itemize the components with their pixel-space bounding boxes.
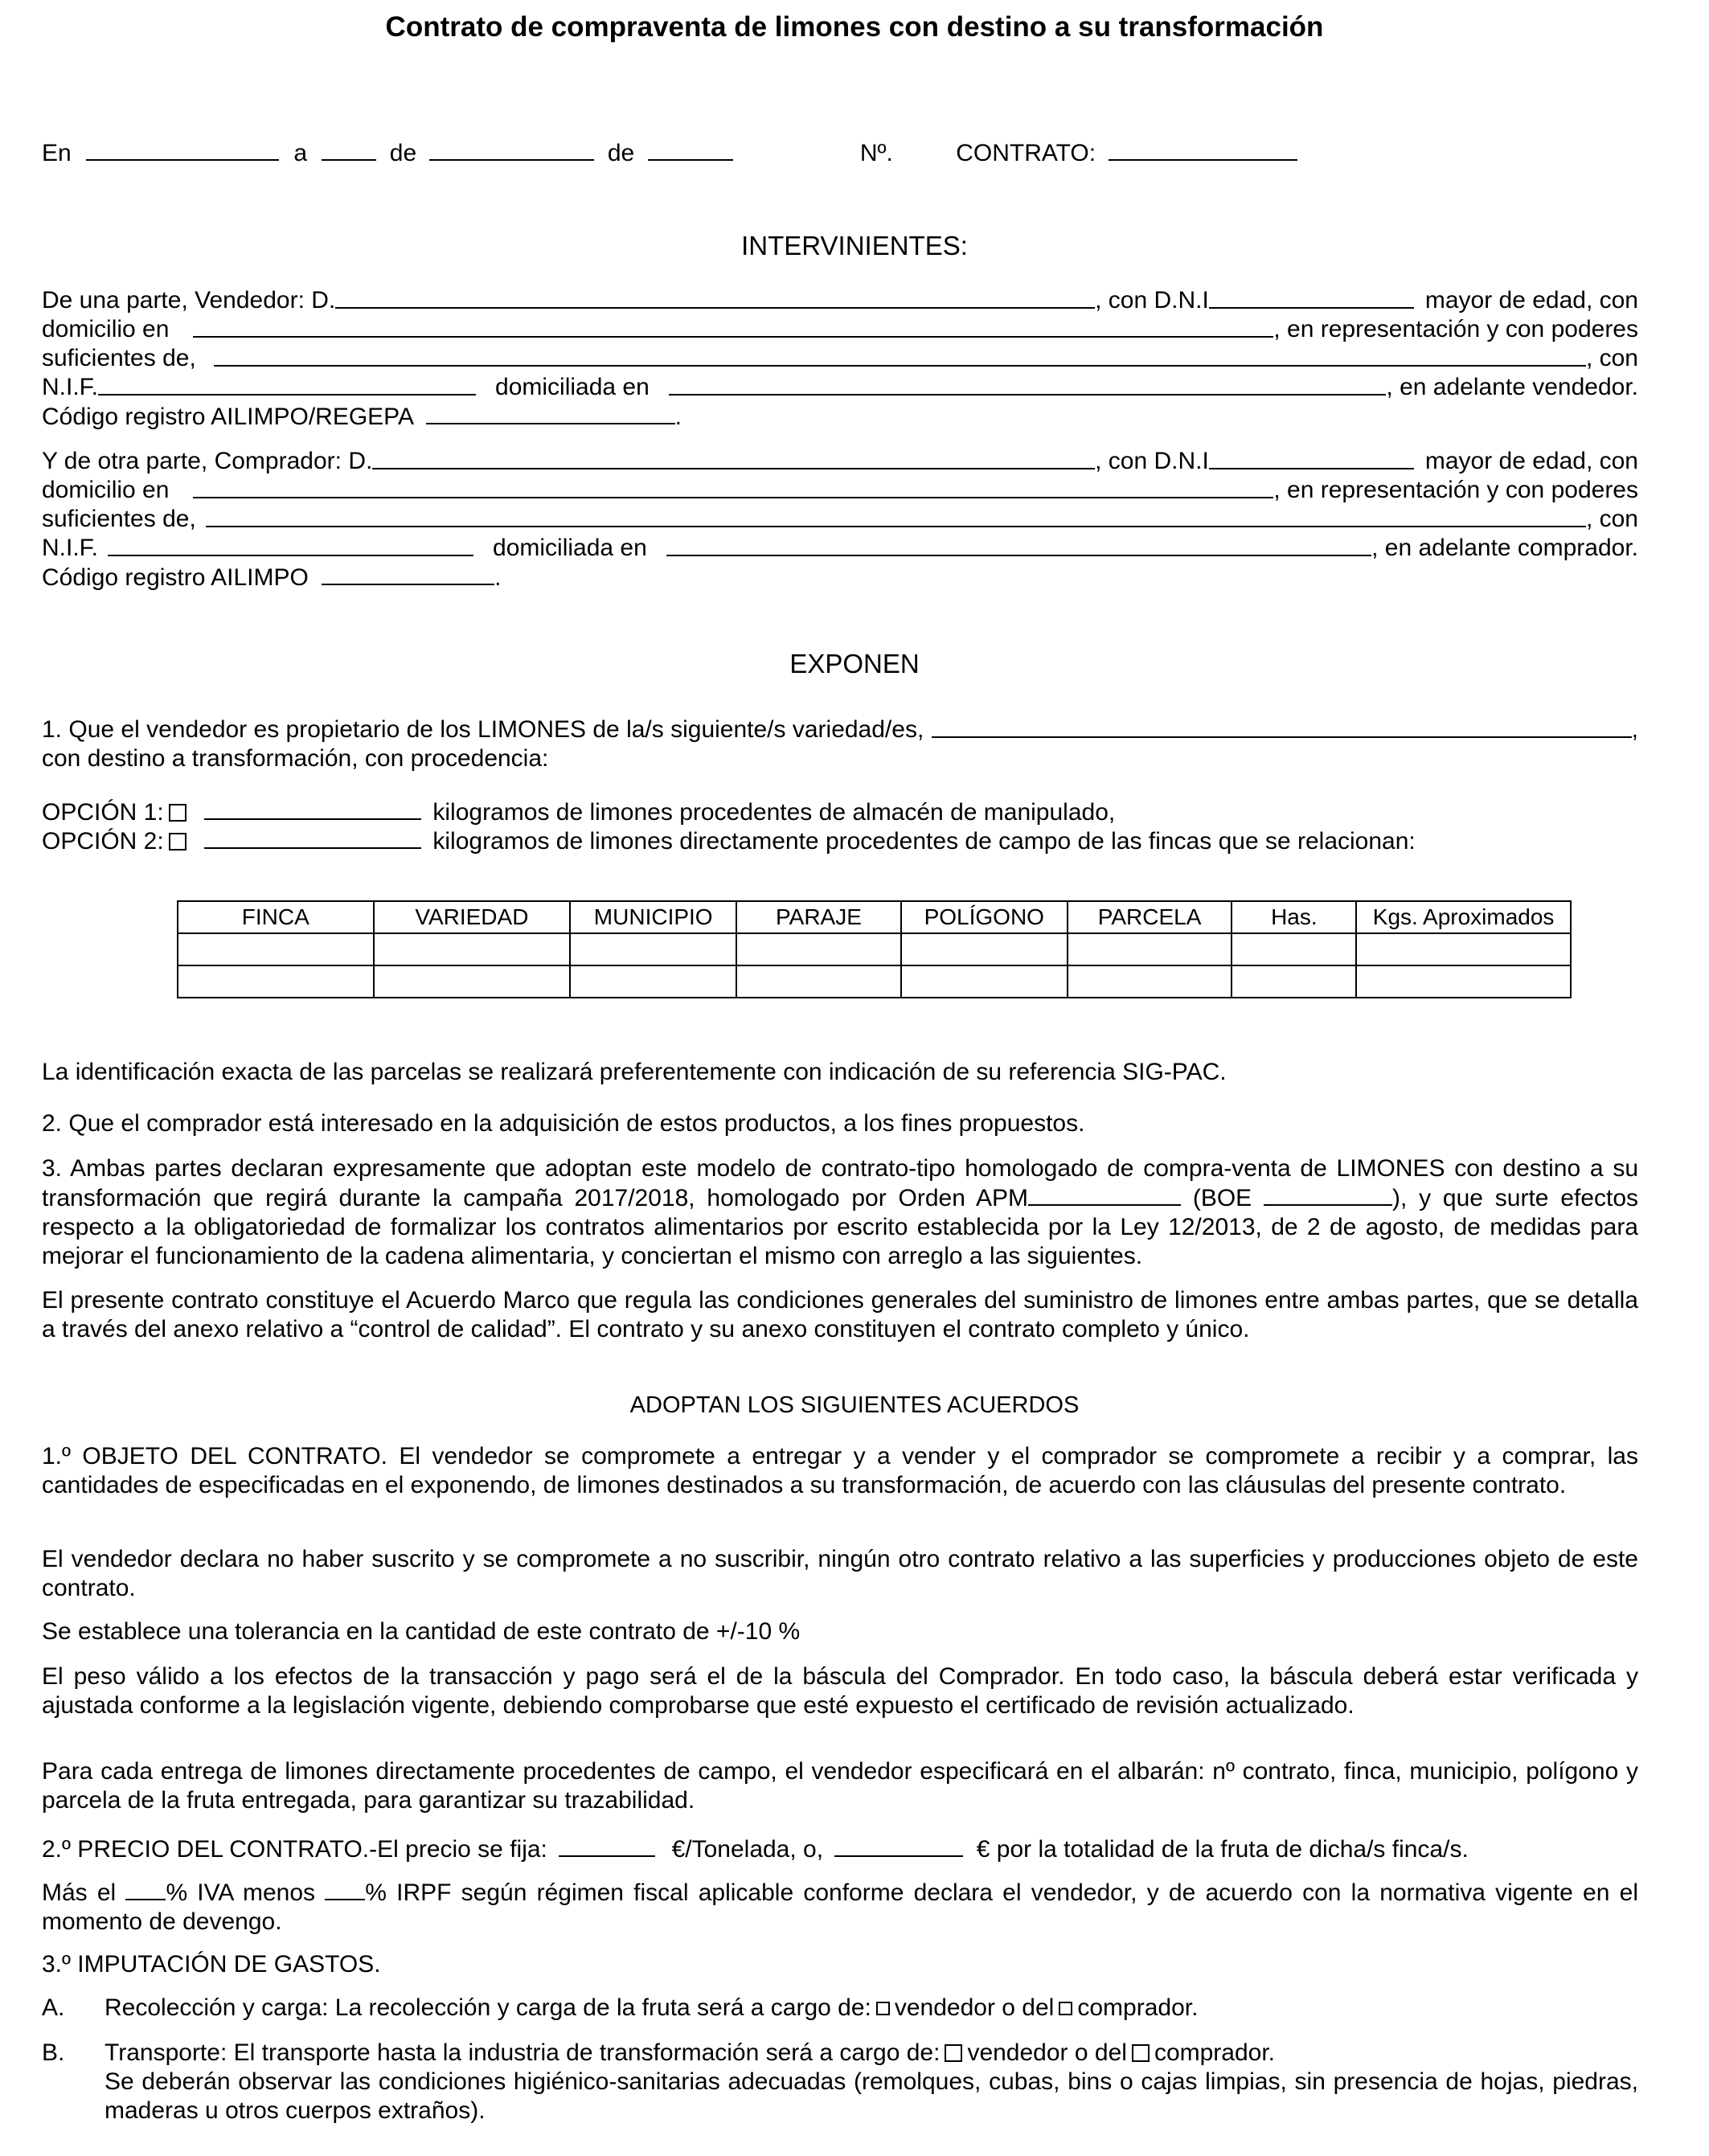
suficientes-label: suficientes de, [42,506,196,532]
table-header-cell: POLÍGONO [901,901,1068,933]
domiciliada-label: domiciliada en [493,535,647,561]
representacion-label: , en representación y con poderes [1273,316,1638,342]
blank-lugar[interactable] [86,138,279,161]
table-header-cell: PARAJE [736,901,901,933]
table-cell[interactable] [736,933,901,965]
comprador-line-2 [42,476,1638,505]
adelante-comprador-label: , en adelante comprador. [1371,535,1638,561]
label-numero: Nº. [859,140,893,166]
table-cell[interactable] [374,933,571,965]
table-cell[interactable] [1232,965,1356,998]
item-b-label: B. [42,2039,65,2066]
opcion-1-checkbox[interactable] [169,804,186,822]
acuerdo-1-exclusividad: El vendedor declara no haber suscrito y se compromete a no suscribir, ningún otro contrato relativo a las superficies y producciones objeto de este contrato. [42,1546,1638,1601]
domiciliada-label: domiciliada en [495,374,650,400]
domicilio-label: domicilio en [42,316,170,342]
table-cell[interactable] [178,933,374,965]
opcion-1-text: kilogramos de limones procedentes de almacén de manipulado, [432,799,1116,826]
blank-irpf[interactable] [325,1878,365,1900]
comprador-line-1 [42,447,1638,476]
codigo-registro-label: Código registro AILIMPO/REGEPA [42,404,413,430]
suficientes-label: suficientes de, [42,345,196,371]
blank-vendedor-domicilio[interactable] [193,315,1273,338]
blank-comprador-empresa[interactable] [206,505,1586,527]
blank-kg-almacen[interactable] [204,797,421,820]
precio-total-label: € por la totalidad de la fruta de dicha/s finca/s. [976,1836,1469,1863]
precio-label: 2.º PRECIO DEL CONTRATO.-El precio se fija: [42,1836,547,1863]
domicilio-label: domicilio en [42,477,170,503]
iva-label: % IVA menos [166,1879,316,1906]
blank-comprador-registro[interactable] [322,563,494,585]
table-cell[interactable] [1068,933,1232,965]
blank-comprador-dni[interactable] [1209,447,1414,469]
comprador-label: comprador. [1077,1994,1199,2021]
exponen-p1-line-1 [42,715,1638,744]
heading-intervinientes: INTERVINIENTES: [741,231,968,260]
table-cell[interactable] [374,965,571,998]
nif-label: N.I.F. [42,535,99,561]
blank-variedades[interactable] [932,715,1631,738]
acuerdo-1-peso: El peso válido a los efectos de la transacción y pago será el de la báscula del Comprador. En todo caso, la báscula deberá estar verificada y ajustada conforme a la legislación vigente, debiendo comprobarse que esté expuesto el certificado de revisión actualizado. [42,1663,1638,1719]
exponen-p1-line-2: con destino a transformación, con procedencia: [42,745,549,772]
blank-anio[interactable] [648,138,733,161]
period: . [494,564,502,591]
vendedor-line-3 [42,344,1638,373]
table-header-cell: Kgs. Aproximados [1356,901,1571,933]
comprador-line-5 [42,563,1638,592]
mayor-edad-label: mayor de edad, con [1424,287,1638,314]
table-cell[interactable] [901,933,1068,965]
blank-vendedor-nombre[interactable] [335,286,1095,309]
acuerdo-3-gastos: 3.º IMPUTACIÓN DE GASTOS. [42,1951,381,1978]
label-de2: de [607,140,635,166]
label-de1: de [389,140,417,166]
exponen-p1-text: 1. Que el vendedor es propietario de los LIMONES de la/s siguiente/s variedad/es, [42,716,924,743]
table-row [178,933,1571,965]
blank-boe[interactable] [1264,1183,1392,1206]
blank-iva[interactable] [125,1878,166,1900]
dni-label: , con D.N.I [1095,448,1209,474]
table-header-cell: PARCELA [1068,901,1232,933]
vendedor-o-del-label: vendedor o del [894,1994,1055,2021]
recoleccion-text: Recolección y carga: La recolección y carga de la fruta será a cargo de: [105,1994,871,2021]
acuerdo-1: 1.º OBJETO DEL CONTRATO. El vendedor se compromete a entregar y a vender y el comprador se compromete a recibir y a comprar, las cantidades de especificadas en el exponendo, de limones destinados a su transformación, de acuerdo con las cláusulas del presente contrato. [42,1443,1638,1498]
acuerdo-1-trazabilidad: Para cada entrega de limones directamente procedentes de campo, el vendedor especificará en el albarán: nº contrato, finca, municipio, polígono y parcela de la fruta entregada, para garantizar su trazabilidad. [42,1758,1638,1814]
opcion-1 [42,797,1638,827]
acuerdo-2-precio [42,1834,1638,1864]
vendedor-o-del-label: vendedor o del [967,2039,1127,2066]
blank-vendedor-nif[interactable] [98,373,476,396]
header-line [42,138,1638,168]
period: . [674,404,682,430]
vendedor-line-5 [42,402,1638,432]
codigo-registro-label: Código registro AILIMPO [42,564,309,591]
table-cell[interactable] [736,965,901,998]
transporte-vendedor-checkbox[interactable] [945,2044,962,2062]
acuerdo-1-tolerancia: Se establece una tolerancia en la cantidad de este contrato de +/-10 % [42,1618,801,1645]
exponen-p3-text-2: ), y que surte efectos respecto a la obligatoriedad de formalizar los contratos alimentarios por escrito establecida por la Ley 12/2013, de 2 de agosto, de medidas para mejorar el funcionamiento de la cadena alimentaria, y conciertan el mismo con arreglo a las siguientes. [42,1185,1639,1269]
fincas-table [177,900,1572,998]
vendedor-line-2 [42,315,1638,344]
nif-label: N.I.F. [42,374,99,400]
label-en: En [42,140,72,166]
recoleccion-vendedor-checkbox[interactable] [876,2002,890,2015]
table-header-cell: Has. [1232,901,1356,933]
representacion-label: , en representación y con poderes [1273,477,1638,503]
table-header-cell: MUNICIPIO [570,901,736,933]
dni-label: , con D.N.I [1095,287,1209,314]
mayor-edad-label: mayor de edad, con [1424,448,1638,474]
blank-comprador-domiciliada[interactable] [666,534,1371,556]
opcion-2-checkbox[interactable] [169,833,186,851]
sigpac-text: La identificación exacta de las parcelas se realizará preferentemente con indicación de su referencia SIG-PAC. [42,1059,1227,1085]
vendedor-label: De una parte, Vendedor: D. [42,287,336,314]
blank-contrato[interactable] [1109,138,1297,161]
acuerdo-2-iva [42,1878,1638,1937]
vendedor-line-1 [42,286,1638,315]
opcion-2-text: kilogramos de limones directamente procedentes de campo de las fincas que se relacionan: [432,828,1416,855]
opcion-2-label: OPCIÓN 2: [42,828,164,855]
blank-vendedor-dni[interactable] [1209,286,1414,309]
table-header-row [178,901,1571,933]
opcion-1-label: OPCIÓN 1: [42,799,164,826]
comprador-label: comprador. [1154,2039,1276,2066]
vendedor-line-4 [42,373,1638,402]
con-label: , con [1585,345,1638,371]
blank-kg-campo[interactable] [204,826,421,849]
gastos-a [42,1994,1638,2023]
blank-precio-tonelada[interactable] [559,1834,655,1857]
table-cell[interactable] [1232,933,1356,965]
blank-vendedor-registro[interactable] [426,402,675,424]
blank-dia[interactable] [322,138,376,161]
exponen-p4: El presente contrato constituye el Acuerdo Marco que regula las condiciones generales del suministro de limones entre ambas partes, que se detalla a través del anexo relativo a “control de calidad”. El contrato y su anexo constituyen el contrato completo y único. [42,1287,1638,1342]
table-cell[interactable] [570,933,736,965]
exponen-p3 [42,1154,1638,1271]
tonelada-label: €/Tonelada, o, [671,1836,824,1863]
boe-label: (BOE [1192,1185,1252,1211]
table-row [178,965,1571,998]
document-title: Contrato de compraventa de limones con destino a su transformación [385,11,1324,43]
blank-comprador-nombre[interactable] [372,447,1095,469]
heading-acuerdos: ADOPTAN LOS SIGUIENTES ACUERDOS [629,1392,1080,1418]
irpf-text: % IRPF según régimen fiscal aplicable conforme declara el vendedor, y de acuerdo con la normativa vigente en el momento de devengo. [42,1879,1638,1935]
blank-precio-total[interactable] [834,1834,963,1857]
opcion-2 [42,826,1638,856]
blank-vendedor-domiciliada[interactable] [669,373,1387,396]
transporte-text: Transporte: El transporte hasta la industria de transformación será a cargo de: [105,2039,941,2066]
con-label: , con [1585,506,1638,532]
blank-vendedor-empresa[interactable] [214,344,1586,367]
table-cell[interactable] [178,965,374,998]
mas-el-label: Más el [42,1879,117,1906]
exponen-p3-text: 3. Ambas partes declaran expresamente que adoptan este modelo de contrato-tipo homologado de compra-venta de LIMONES con destino a su transformación que regirá durante la campaña 2017/2018, homologado por Orden APM [42,1155,1638,1211]
table-cell[interactable] [1356,965,1571,998]
table-cell[interactable] [1068,965,1232,998]
comprador-label: Y de otra parte, Comprador: D. [42,448,373,474]
blank-comprador-nif[interactable] [108,534,473,556]
transporte-comprador-checkbox[interactable] [1132,2044,1150,2062]
blank-mes[interactable] [429,138,594,161]
comma: , [1631,716,1638,743]
table-cell[interactable] [570,965,736,998]
table-header-cell: FINCA [178,901,374,933]
blank-orden-apm[interactable] [1028,1183,1181,1206]
comprador-line-4 [42,534,1638,563]
label-a: a [293,140,308,166]
table-header-cell: VARIEDAD [374,901,571,933]
exponen-p2: 2. Que el comprador está interesado en la adquisición de estos productos, a los fines propuestos. [42,1110,1085,1137]
item-a-label: A. [42,1994,65,2021]
heading-exponen: EXPONEN [789,649,920,678]
comprador-line-3 [42,505,1638,534]
adelante-vendedor-label: , en adelante vendedor. [1386,374,1638,400]
table-cell[interactable] [901,965,1068,998]
gastos-b-condiciones: Se deberán observar las condiciones higiénico-sanitarias adecuadas (remolques, cubas, bins o cajas limpias, sin presencia de hojas, piedras, maderas u otros cuerpos extraños). [105,2068,1638,2124]
recoleccion-comprador-checkbox[interactable] [1059,2002,1072,2015]
label-contrato: CONTRATO: [956,140,1096,166]
table-cell[interactable] [1356,933,1571,965]
blank-comprador-domicilio[interactable] [193,476,1273,498]
gastos-b [42,2039,1638,2068]
